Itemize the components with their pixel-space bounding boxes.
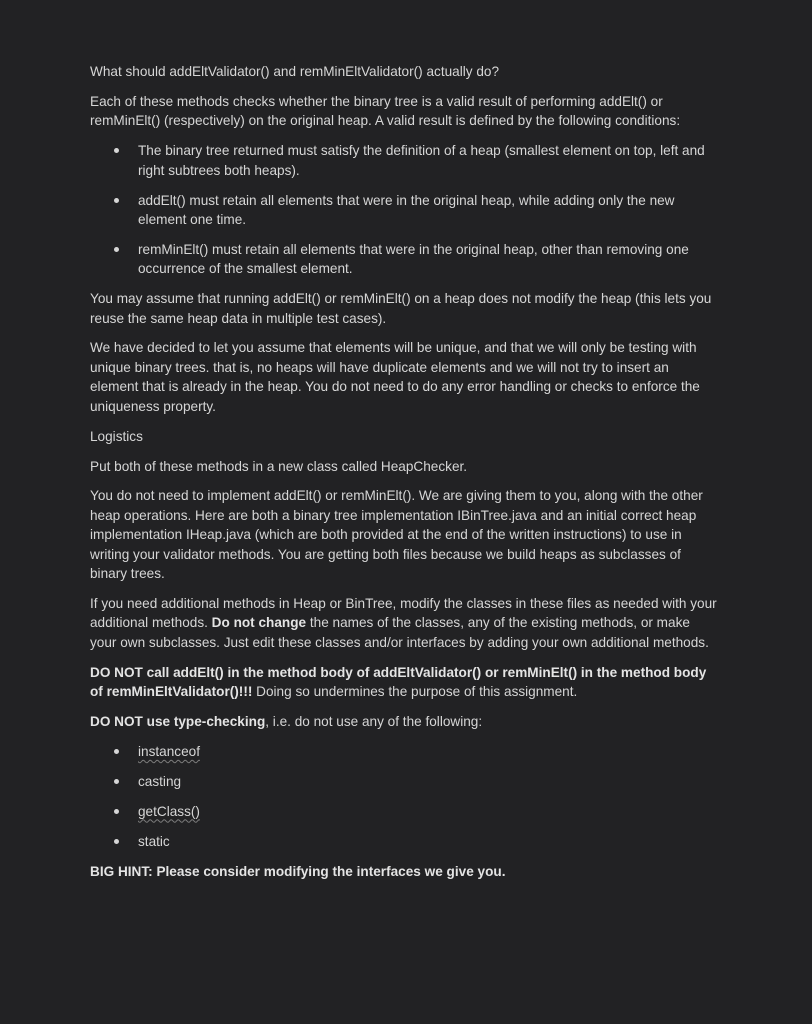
bullet-icon <box>114 148 119 153</box>
typecheck-rest: , i.e. do not use any of the following: <box>265 713 483 729</box>
typecheck-paragraph <box>90 712 720 731</box>
list-item <box>90 240 720 279</box>
no-implement-paragraph: You do not need to implement addElt() or remMinElt(). We are giving them to you, along with the other heap operations. Here are both a binary tree implementation IBinTree.java and an initial correct heap implementation IHeap.java (which are both provided at the end of the written instructions) to use in writing your validator methods. You are getting both files because we build heaps as subclasses of binary trees. <box>90 488 703 582</box>
bullet-icon <box>114 809 119 814</box>
section-heading: What should addEltValidator() and remMinEltValidator() actually do? <box>90 64 500 79</box>
put-methods-paragraph: Put both of these methods in a new class called HeapChecker. <box>90 458 468 474</box>
list-item <box>90 832 720 851</box>
bullet-icon <box>114 247 119 252</box>
list-item-text: addElt() must retain all elements that were in the original heap, while adding only the new element one time. <box>138 192 675 227</box>
additional-methods-text: If you need additional methods in Heap or BinTree, modify the classes in these files as needed with your additional methods. <box>90 595 717 631</box>
do-not-call-warning: DO NOT call addElt() in the method body of addEltValidator() or remMinElt() in the method body of remMinEltValidator()!!! <box>90 664 707 700</box>
typecheck-warning: DO NOT use type-checking <box>90 713 266 729</box>
bullet-icon <box>114 839 119 844</box>
bullet-icon <box>114 779 119 784</box>
logistics-heading: Logistics <box>90 428 143 444</box>
list-item <box>90 141 720 180</box>
list-item <box>90 772 720 791</box>
list-item <box>90 191 720 230</box>
list-item-text: casting <box>138 773 182 789</box>
do-not-call-paragraph <box>90 663 720 702</box>
list-item-text: getClass() <box>138 803 200 819</box>
assume-paragraph: You may assume that running addElt() or remMinElt() on a heap does not modify the heap (this lets you reuse the same heap data in multiple test cases). <box>90 291 712 326</box>
list-item-text: The binary tree returned must satisfy the definition of a heap (smallest element on top, left and right subtrees both heaps). <box>138 143 705 178</box>
do-not-call-rest: Doing so undermines the purpose of this assignment. <box>252 684 578 700</box>
list-item <box>90 802 720 821</box>
list-item <box>90 742 720 761</box>
uniqueness-paragraph: We have decided to let you assume that elements will be unique, and that we will only be testing with unique binary trees. that is, no heaps will have duplicate elements and we will not try to insert an element that is already in the heap. You do not need to do any error handling or checks to enforce the uniqueness property. <box>90 340 700 414</box>
list-item-text: remMinElt() must retain all elements that were in the original heap, other than removing one occurrence of the smallest element. <box>138 241 689 277</box>
conditions-list <box>90 141 720 278</box>
bullet-icon <box>114 749 119 754</box>
big-hint: BIG HINT: Please consider modifying the interfaces we give you. <box>90 863 506 879</box>
additional-methods-text-2: the names of the classes, any of the existing methods, or make your own subclasses. Just edit these classes and/or interfaces by adding your own additional methods. <box>90 615 709 650</box>
document-page <box>90 62 720 891</box>
bullet-icon <box>114 198 119 203</box>
additional-methods-paragraph <box>90 594 720 652</box>
forbidden-list <box>90 742 720 851</box>
list-item-text: static <box>138 833 170 849</box>
do-not-change-emphasis: Do not change <box>211 615 307 631</box>
intro-paragraph: Each of these methods checks whether the binary tree is a valid result of performing addElt() or remMinElt() (respectively) on the original heap. A valid result is defined by the following conditions: <box>90 93 681 129</box>
list-item-text: instanceof <box>138 743 200 759</box>
